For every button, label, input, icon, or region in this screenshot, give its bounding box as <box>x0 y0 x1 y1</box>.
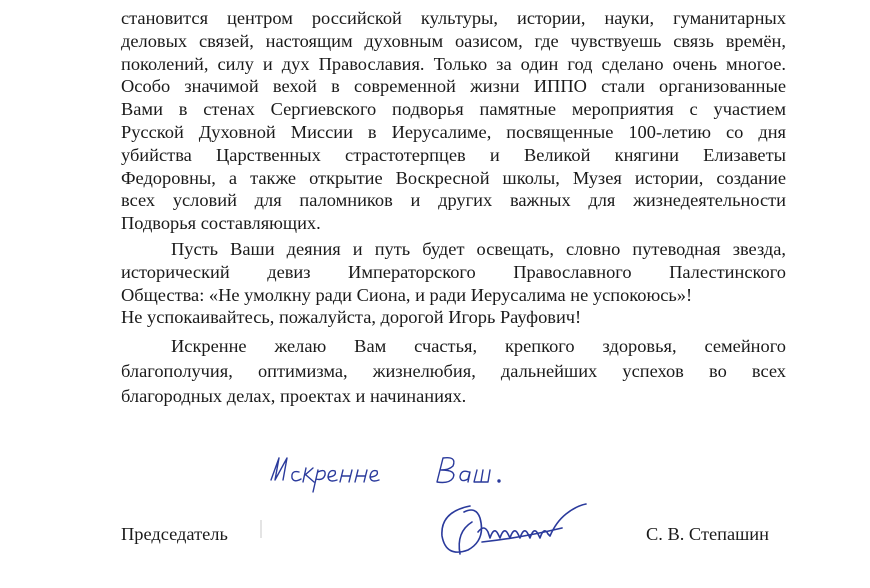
paragraph-line: Не успокаивайтесь, пожалуйста, дорогой Игорь Рауфович! <box>121 307 582 328</box>
signatory-title: Председатель <box>121 524 228 544</box>
letter-paragraph-1 <box>121 7 786 235</box>
paragraph-line: исторический девиз Императорского Православного Палестинского <box>121 261 786 282</box>
paragraph-line: Федоровны, а также открытие Воскресной школы, Музея истории, создание <box>121 167 786 188</box>
paragraph-line: Русской Духовной Миссии в Иерусалиме, посвященные 100-летию со дня <box>121 121 786 142</box>
paragraph-line: Искренне желаю Вам счастья, крепкого здоровья, семейного <box>171 336 786 356</box>
paragraph-line: деловых связей, настоящим духовным оазисом, где чувствуешь связь времён, <box>121 30 786 51</box>
letter-paragraph-3 <box>121 335 786 410</box>
paragraph-line: становится центром российской культуры, истории, науки, гуманитарных <box>121 8 786 28</box>
paragraph-line: Пусть Ваши деяния и путь будет освещать, словно путеводная звезда, <box>171 239 786 259</box>
letter-paragraph-2 <box>121 238 786 329</box>
signature-icon <box>430 492 600 567</box>
paragraph-line: всех условий для паломников и других важных для жизнедеятельности <box>121 190 786 211</box>
paragraph-line: благополучия, оптимизма, жизнелюбия, дальнейших успехов во всех <box>121 361 786 381</box>
handwritten-closing-note <box>265 446 565 496</box>
paragraph-line: Вами в стенах Сергиевского подворья памятные мероприятия с участием <box>121 99 786 120</box>
paragraph-line: Особо значимой вехой в современной жизни ИППО стали организованные <box>121 76 786 97</box>
paragraph-line: поколений, силу и дух Православия. Только за один год сделано очень многое. <box>121 53 786 74</box>
paragraph-line: убийства Царственных страстотерпцев и Великой княгини Елизаветы <box>121 144 786 165</box>
paragraph-line: Общества: «Не умолкну ради Сиона, и ради Иерусалима не успокоюсь»! <box>121 284 693 305</box>
paragraph-line: благородных делах, проектах и начинаниях. <box>121 386 467 406</box>
scan-mark <box>260 520 262 538</box>
signatory-name: С. В. Степашин <box>646 524 769 544</box>
paragraph-line: Подворья составляющих. <box>121 213 321 234</box>
